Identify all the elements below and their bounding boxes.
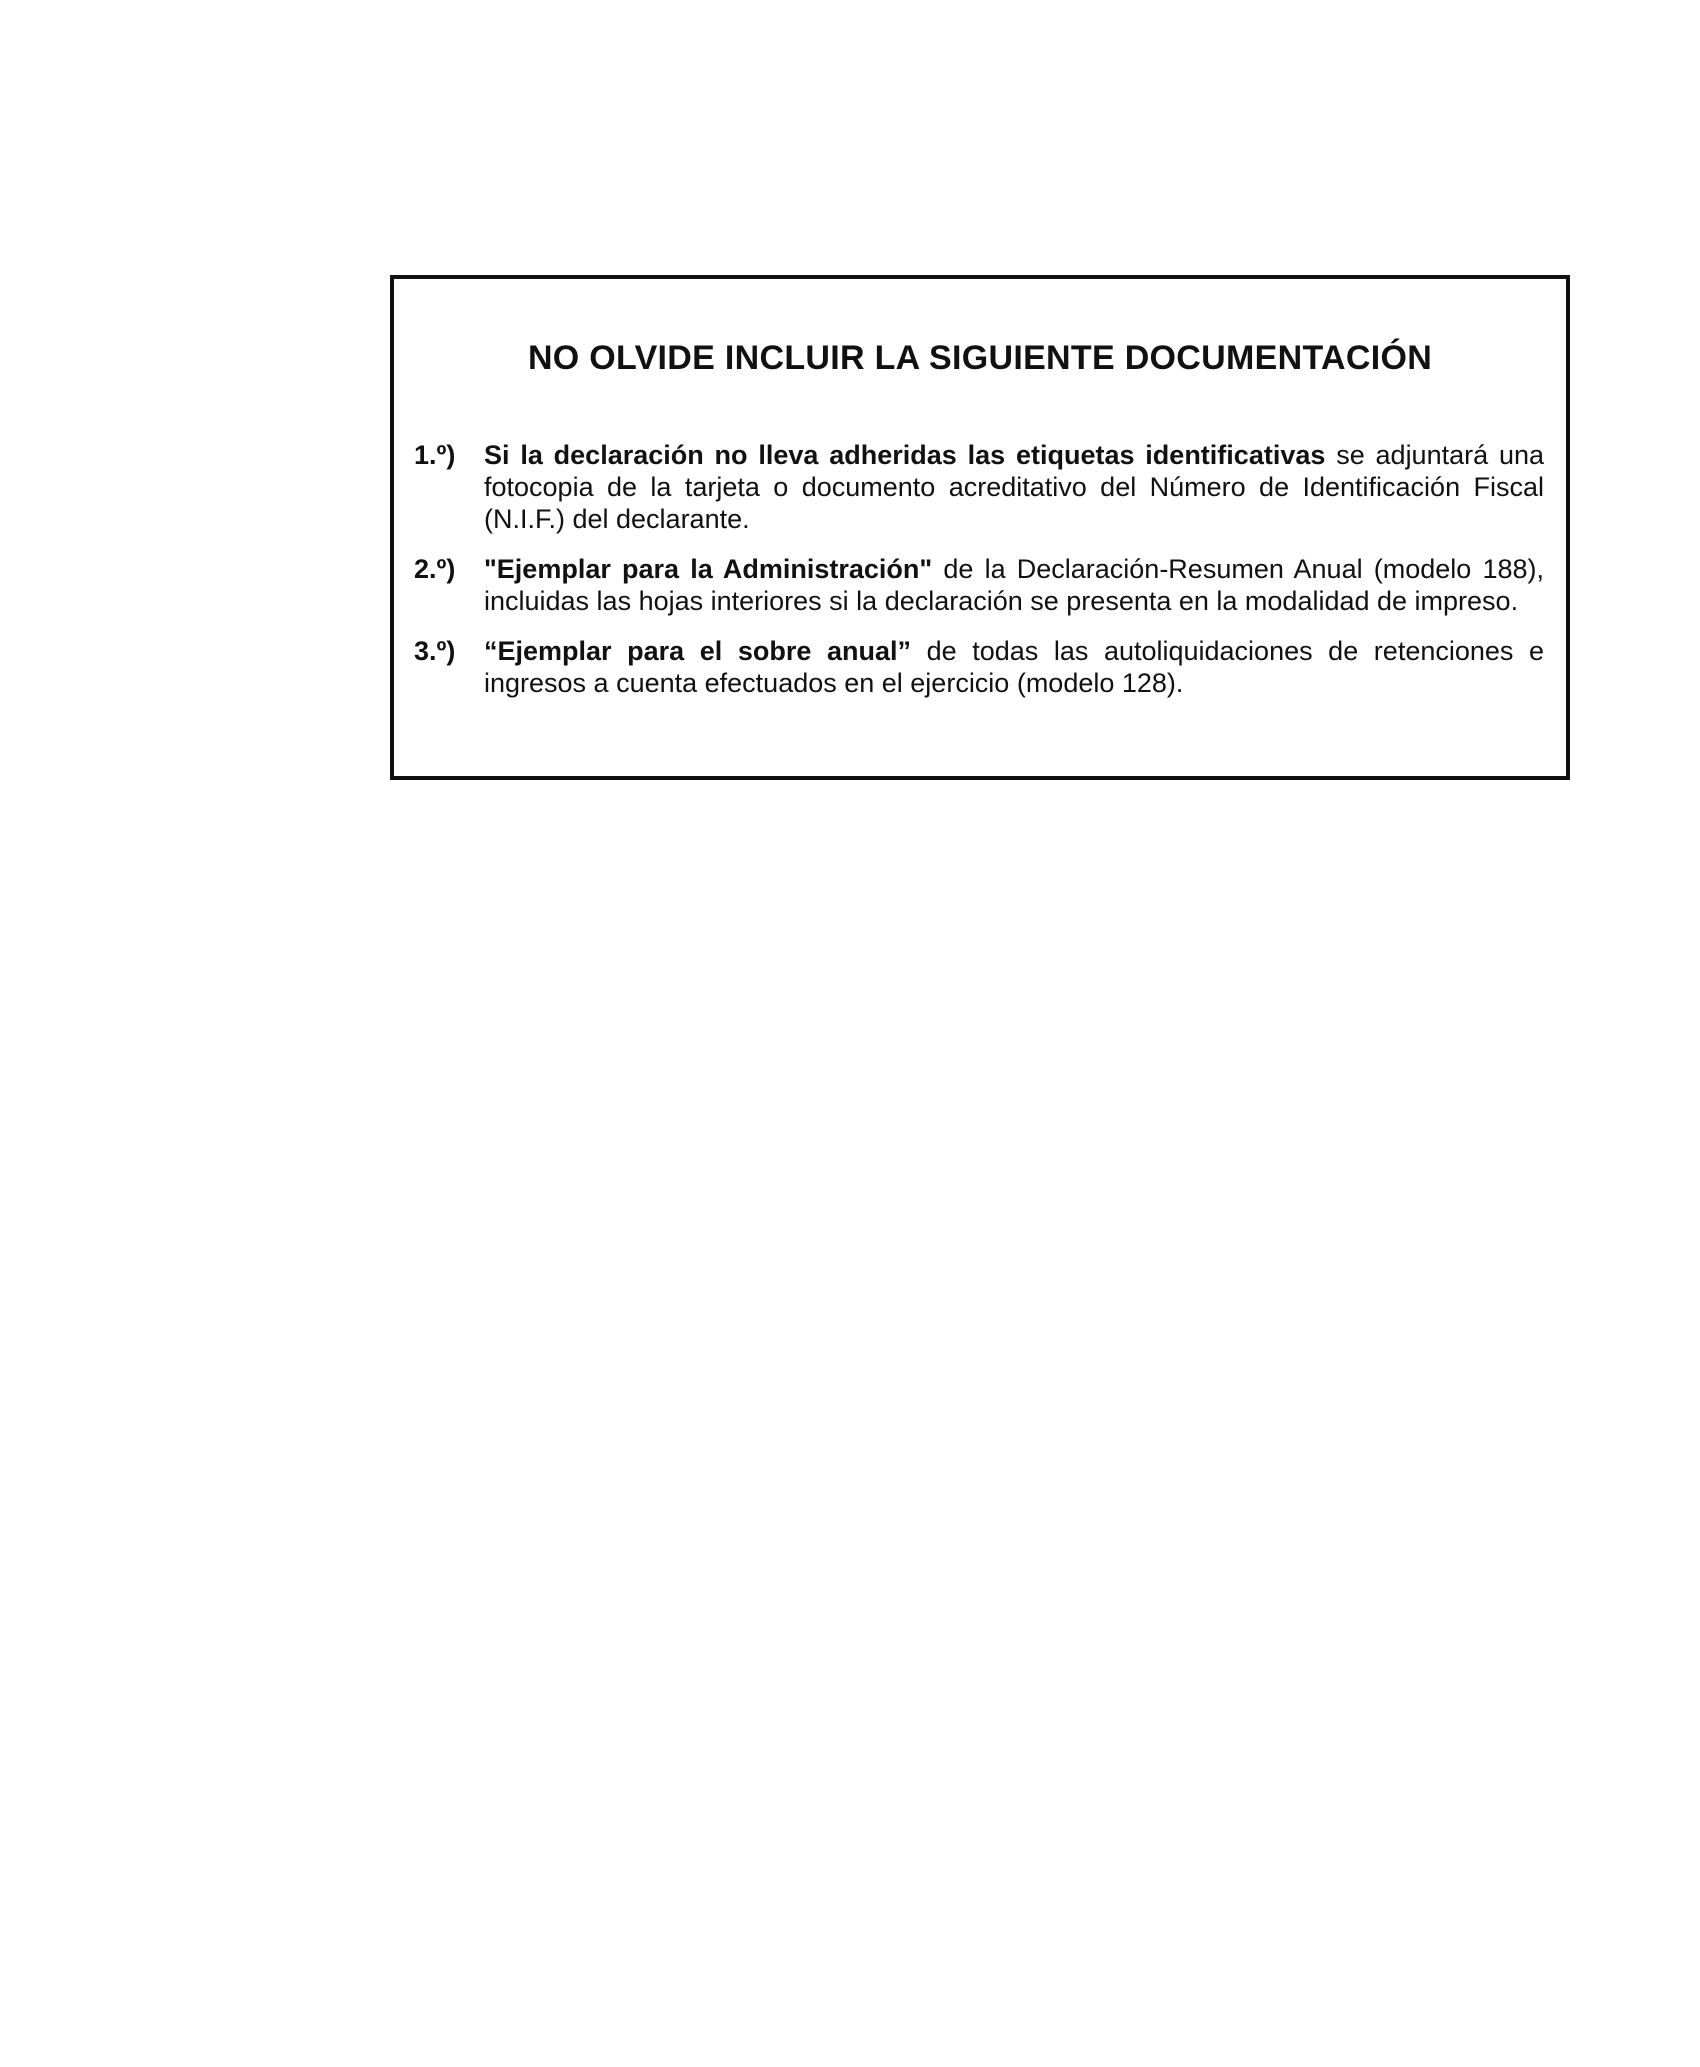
documentation-notice-box [390, 275, 1570, 780]
required-documents-list [414, 439, 1544, 717]
item-body-text: se adjuntará una fotocopia de la tarjeta o documento acreditativo del Número de Identificación Fiscal (N.I.F.) del declarante. [484, 440, 1544, 534]
item-bold-text: "Ejemplar para la Administración" [484, 554, 933, 584]
item-bold-text: “Ejemplar para el sobre anual” [484, 636, 911, 666]
item-number: 1.º) [414, 440, 456, 470]
list-item [414, 553, 1544, 617]
list-item [414, 439, 1544, 535]
list-item [414, 635, 1544, 699]
item-text [484, 439, 1544, 535]
item-body-text: de la Declaración-Resumen Anual (modelo 188), incluidas las hojas interiores si la declaración se presenta en la modalidad de impreso. [484, 554, 1544, 616]
notice-title: NO OLVIDE INCLUIR LA SIGUIENTE DOCUMENTACIÓN [527, 339, 1433, 377]
item-text [484, 635, 1544, 699]
item-bold-text: Si la declaración no lleva adheridas las etiquetas identificativas [484, 440, 1326, 470]
item-text [484, 553, 1544, 617]
item-body-text: de todas las autoliquidaciones de retenciones e ingresos a cuenta efectuados en el ejercicio (modelo 128). [484, 636, 1544, 698]
item-number: 2.º) [414, 554, 456, 584]
item-number: 3.º) [414, 636, 456, 666]
